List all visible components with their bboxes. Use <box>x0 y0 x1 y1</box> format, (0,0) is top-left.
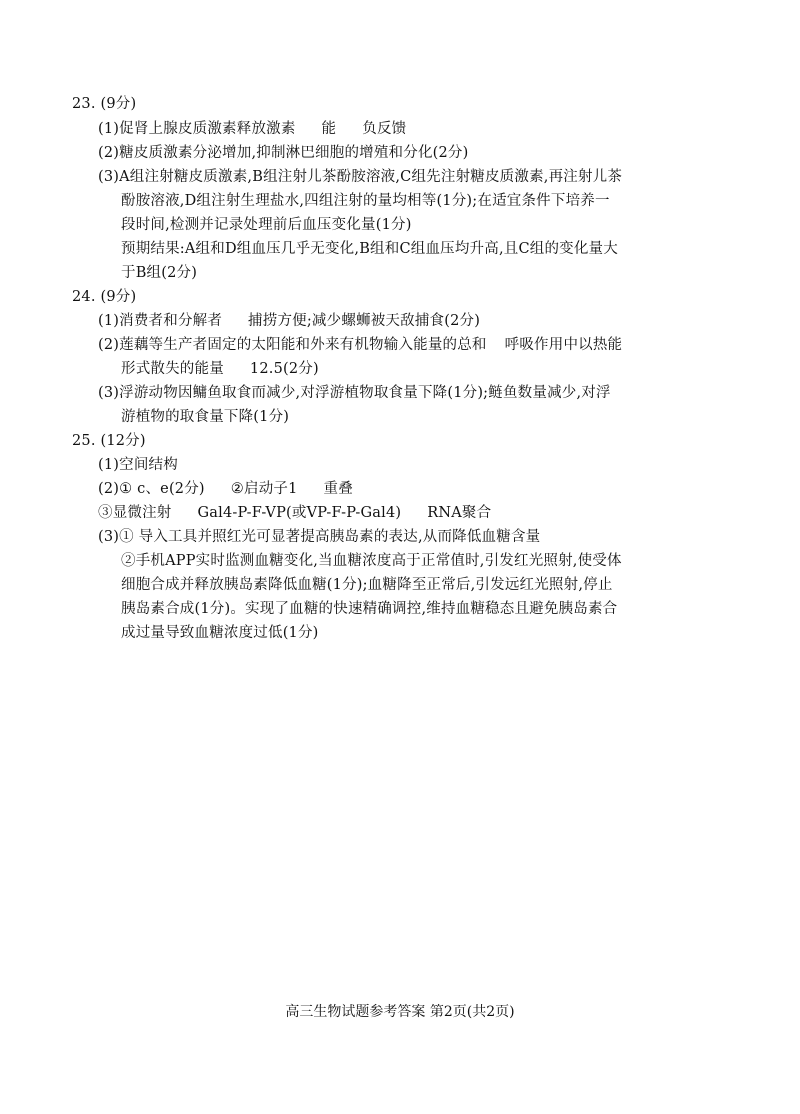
q23-title: 23. (9分) <box>72 96 137 112</box>
q25-part3-line: 胰岛素合成(1分)。实现了血糖的快速精确调控,维持血糖稳态且避免胰岛素合 <box>121 601 618 617</box>
q23-part1-answer-3: 负反馈 <box>362 121 407 137</box>
q23-part2: (2)糖皮质激素分泌增加,抑制淋巴细胞的增殖和分化(2分) <box>98 145 469 161</box>
q25-part1: (1)空间结构 <box>98 457 178 473</box>
q25-title: 25. (12分) <box>72 433 146 449</box>
q24-part1 <box>98 311 480 331</box>
q24-part3-line: (3)浮游动物因鳙鱼取食而减少,对浮游植物取食量下降(1分);鲢鱼数量减少,对浮 <box>98 385 611 401</box>
q23-expected-result-line: 于B组(2分) <box>121 265 198 281</box>
q24-part1-answer-1: (1)消费者和分解者 <box>98 313 223 329</box>
page-footer: 高三生物试题参考答案 第2页(共2页) <box>285 1004 515 1020</box>
q23-part3-line: 段时间,检测并记录处理前后血压变化量(1分) <box>121 217 412 233</box>
q23-part1 <box>98 119 406 139</box>
q24-part2-line <box>98 335 622 355</box>
q24-part2-answer-2: 呼吸作用中以热能 <box>504 337 623 353</box>
q23-part1-answer-1: (1)促肾上腺皮质激素释放激素 <box>98 121 296 137</box>
q25-part2-answer-1: (2)① c、e(2分) <box>98 481 205 497</box>
q25-part2-continued <box>98 503 491 523</box>
q25-part3-line: 成过量导致血糖浓度过低(1分) <box>121 625 319 641</box>
q24-part3-line: 游植物的取食量下降(1分) <box>121 409 290 425</box>
q25-part2-answer-5: Gal4-P-F-VP(或VP-F-P-Gal4) <box>197 505 402 521</box>
q23-part3-line: (3)A组注射糖皮质激素,B组注射儿茶酚胺溶液,C组先注射糖皮质激素,再注射儿茶 <box>98 169 623 185</box>
q24-part2-answer-2-cont: 形式散失的能量 <box>121 361 224 377</box>
q24-part1-answer-2: 捕捞方便;减少螺蛳被天敌捕食(2分) <box>248 313 481 329</box>
q23-part3-line: 酚胺溶液,D组注射生理盐水,四组注射的量均相等(1分);在适宜条件下培养一 <box>121 193 610 209</box>
q24-title: 24. (9分) <box>72 289 137 305</box>
q25-part3-line: ②手机APP实时监测血糖变化,当血糖浓度高于正常值时,引发红光照射,使受体 <box>121 553 622 569</box>
q24-part2-answer-1: (2)莲藕等生产者固定的太阳能和外来有机物输入能量的总和 <box>98 337 487 353</box>
q23-part1-answer-2: 能 <box>321 121 337 137</box>
q25-part3-line: (3)① 导入工具并照红光可显著提高胰岛素的表达,从而降低血糖含量 <box>98 529 541 545</box>
q24-part2-answer-3: 12.5(2分) <box>249 361 319 377</box>
q25-part2-answer-2: ②启动子1 <box>230 481 298 497</box>
q23-expected-result-line: 预期结果:A组和D组血压几乎无变化,B组和C组血压均升高,且C组的变化量大 <box>121 241 618 257</box>
q25-part2-answer-6: RNA聚合 <box>427 505 492 521</box>
q25-part2-answer-3: 重叠 <box>323 481 353 497</box>
q25-part3-line: 细胞合成并释放胰岛素降低血糖(1分);血糖降至正常后,引发远红光照射,停止 <box>121 577 613 593</box>
q25-part2-answer-4: ③显微注射 <box>98 505 172 521</box>
q24-part2-line <box>121 359 319 379</box>
q25-part2 <box>98 479 353 499</box>
